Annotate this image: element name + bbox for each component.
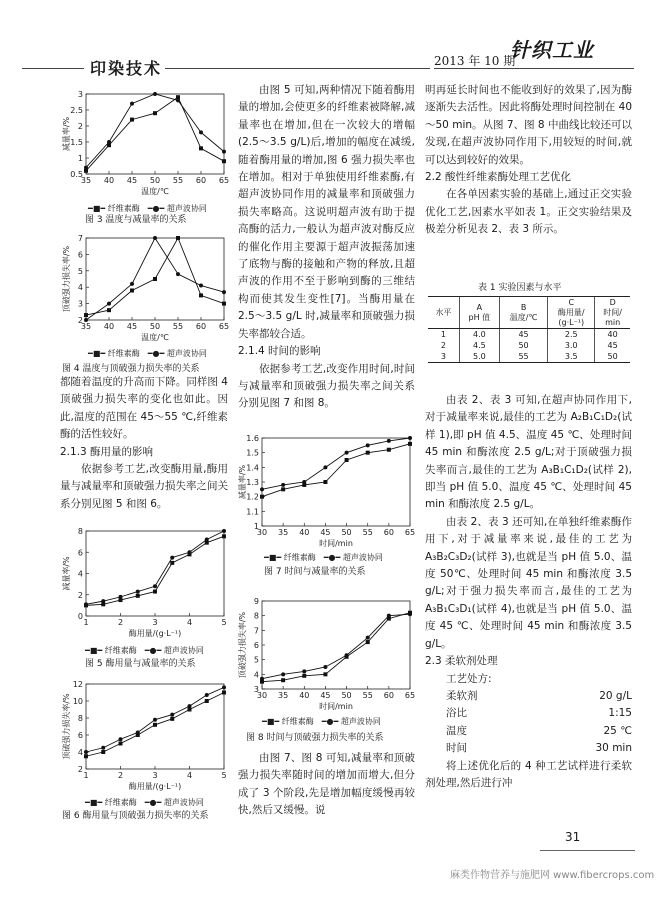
col3-text-bottom bbox=[425, 392, 632, 792]
x-tick-label: 60 bbox=[195, 176, 207, 185]
data-point bbox=[170, 713, 174, 717]
data-point bbox=[176, 272, 180, 276]
y-tick-label: 5 bbox=[77, 266, 83, 276]
x-tick-label: 45 bbox=[320, 691, 331, 700]
x-tick-label: 4 bbox=[186, 771, 193, 780]
figure-3-caption: 图 3 温度与减量率的关系 bbox=[85, 215, 187, 225]
figure-5 bbox=[60, 525, 230, 640]
y-tick-label: 2 bbox=[77, 765, 83, 774]
y-tick-label: 6 bbox=[77, 731, 83, 740]
page-number-rule bbox=[540, 850, 635, 851]
table-row bbox=[428, 329, 630, 341]
data-point bbox=[222, 290, 226, 294]
figure-7-legend: ━■━ 纤维素酶 ━●━ 超声波协同 bbox=[264, 553, 383, 562]
data-point bbox=[408, 612, 412, 616]
x-tick-label: 3 bbox=[152, 618, 158, 627]
x-tick-label: 60 bbox=[383, 528, 394, 537]
x-tick-label: 35 bbox=[278, 691, 289, 700]
y-tick-label: 8 bbox=[77, 527, 83, 536]
data-point bbox=[130, 282, 134, 286]
y-tick-label: 2 bbox=[77, 590, 83, 600]
x-tick-label: 45 bbox=[320, 528, 331, 537]
data-point bbox=[323, 665, 327, 669]
x-axis-label: 温度/℃ bbox=[141, 187, 169, 196]
header-section: 印染技术 bbox=[90, 59, 163, 78]
recipe-item-value: 1:15 bbox=[608, 707, 632, 720]
header-rule-left bbox=[22, 68, 84, 69]
recipe-item bbox=[425, 723, 632, 740]
x-tick-label: 60 bbox=[383, 691, 394, 700]
y-tick-label: 6 bbox=[77, 548, 83, 558]
data-point bbox=[130, 288, 134, 292]
data-point bbox=[222, 685, 226, 689]
y-tick-label: 4 bbox=[253, 670, 259, 680]
y-tick-label: 10 bbox=[72, 697, 83, 706]
data-point bbox=[119, 742, 123, 746]
x-tick-label: 40 bbox=[299, 691, 310, 700]
data-point bbox=[84, 166, 88, 170]
table-cell: 45 bbox=[499, 329, 547, 341]
data-point bbox=[107, 140, 111, 144]
data-point bbox=[119, 737, 123, 741]
data-point bbox=[101, 750, 105, 754]
y-axis-label: 顶破强力损失率/% bbox=[238, 611, 247, 679]
data-point bbox=[130, 102, 134, 106]
figure-7-caption: 图 7 时间与减量率的关系 bbox=[264, 567, 366, 577]
data-point bbox=[302, 674, 306, 678]
data-point bbox=[107, 308, 111, 312]
col2-para-1: 由图 5 可知,两种情况下随着酶用量的增加,会使更多的纤维素被降解,减量率也在增加,但在一次较大的增幅(2.5～3.5 g/L)后,增加的幅度在减缓,随着酶用量的增加,图 6 强力损失率也在增加。相对于单独使用纤维素酶,有超声波协同作用的减量率和顶破强力损失率略高。这说明超声波有助于提高酶的活力,一般认为超声波对酶反应的催化作用主要源于超声波振荡加速了底物与酶的接触和产物的释放,且超声波的作用不至于影响到酶的三维结构而使其发生变性[7]。当酶用量在 2.5～3.5 g/L 时,减量率和顶破强力损失率都较合适。 bbox=[238, 84, 415, 340]
x-tick-label: 40 bbox=[299, 528, 310, 537]
data-point bbox=[260, 677, 264, 681]
figure-3-legend: ━■━ 纤维素酶 ━●━ 超声波协同 bbox=[88, 204, 207, 213]
data-point bbox=[188, 704, 192, 708]
data-point bbox=[323, 465, 327, 469]
data-point bbox=[199, 284, 203, 288]
header-rule-mid bbox=[165, 68, 430, 69]
x-tick-label: 3 bbox=[152, 771, 158, 780]
x-tick-label: 50 bbox=[341, 528, 352, 537]
recipe-item bbox=[425, 740, 632, 757]
page-number: 31 bbox=[565, 830, 581, 844]
x-tick-label: 5 bbox=[221, 618, 227, 627]
data-point bbox=[366, 636, 370, 640]
data-point bbox=[153, 584, 157, 588]
data-point bbox=[136, 594, 140, 598]
y-tick-label: 1 bbox=[77, 154, 83, 163]
figure-3 bbox=[60, 88, 230, 198]
data-point bbox=[153, 111, 157, 115]
table-cell: 40 bbox=[595, 329, 630, 341]
x-tick-label: 35 bbox=[278, 528, 289, 537]
x-tick-label: 55 bbox=[172, 176, 184, 185]
x-tick-label: 55 bbox=[362, 691, 373, 700]
table-cell: 4.5 bbox=[459, 340, 499, 351]
data-point bbox=[153, 236, 157, 240]
data-point bbox=[176, 98, 180, 102]
data-point bbox=[345, 451, 349, 455]
data-point bbox=[366, 640, 370, 644]
recipe-item-value: 30 min bbox=[595, 742, 632, 755]
figure-5-caption: 图 5 酶用量与减量率的关系 bbox=[85, 659, 196, 669]
y-axis-label: 顶破强力损失率/% bbox=[62, 693, 71, 760]
data-point bbox=[345, 653, 349, 657]
data-point bbox=[101, 746, 105, 750]
data-point bbox=[260, 487, 264, 491]
data-point bbox=[222, 691, 226, 695]
y-tick-label: 6 bbox=[77, 250, 83, 260]
y-tick-label: 1.5 bbox=[70, 138, 83, 147]
x-tick-label: 4 bbox=[186, 618, 193, 627]
x-tick-label: 35 bbox=[80, 176, 92, 185]
data-point bbox=[199, 130, 203, 134]
data-point bbox=[281, 678, 285, 682]
recipe-item bbox=[425, 688, 632, 705]
recipe-item-label: 浴比 bbox=[446, 707, 467, 720]
data-point bbox=[188, 550, 192, 554]
x-tick-label: 35 bbox=[80, 322, 92, 331]
data-point bbox=[387, 448, 391, 452]
data-point bbox=[84, 602, 88, 606]
y-axis-label: 减量率/% bbox=[238, 464, 247, 500]
col3-text-top bbox=[425, 82, 632, 239]
data-point bbox=[107, 302, 111, 306]
figure-4 bbox=[60, 232, 230, 344]
y-tick-label: 4 bbox=[77, 569, 83, 579]
table-cell: 2.5 bbox=[548, 329, 595, 341]
recipe-item-label: 柔软剂 bbox=[446, 689, 478, 702]
table-cell: 50 bbox=[499, 340, 547, 351]
x-tick-label: 2 bbox=[117, 618, 124, 627]
data-point bbox=[222, 302, 226, 306]
series-line-2 bbox=[262, 438, 410, 489]
y-tick-label: 6 bbox=[253, 641, 259, 650]
col3-para-2: 在各单因素实验的基础上,通过正交实验优化工艺,因素水平如表 1。正交实验结果及极差分析见表 2、表 3 所示。 bbox=[425, 188, 632, 236]
x-tick-label: 65 bbox=[404, 691, 416, 700]
y-tick-label: 1 bbox=[253, 522, 259, 531]
data-point bbox=[136, 730, 140, 734]
data-point bbox=[170, 717, 174, 721]
y-tick-label: 2 bbox=[77, 122, 83, 131]
data-point bbox=[302, 480, 306, 484]
recipe-item-label: 温度 bbox=[446, 724, 467, 737]
figure-4-legend: ━■━ 纤维素酶 ━●━ 超声波协同 bbox=[88, 349, 207, 358]
series-line-1 bbox=[86, 238, 224, 315]
col3-para-1: 明再延长时间也不能收到好的效果了,因为酶逐渐失去活性。因此将酶处理时间控制在 40～50 min。从图 7、图 8 中曲线比较还可以发现,在超声波协同作用下,用较短的时间,就可以达到较好的效果。 bbox=[425, 84, 632, 166]
table-cell: 45 bbox=[595, 340, 630, 351]
x-tick-label: 50 bbox=[149, 322, 161, 331]
table-cell: 55 bbox=[499, 351, 547, 363]
y-tick-label: 1.4 bbox=[246, 463, 259, 473]
y-tick-label: 3 bbox=[253, 685, 259, 694]
data-point bbox=[222, 534, 226, 538]
x-tick-label: 55 bbox=[172, 322, 184, 331]
x-tick-label: 5 bbox=[221, 771, 227, 780]
data-point bbox=[153, 718, 157, 722]
table-cell: 5.0 bbox=[459, 351, 499, 363]
x-tick-label: 40 bbox=[103, 322, 115, 331]
x-axis-label: 时间/min bbox=[319, 702, 353, 711]
data-point bbox=[260, 495, 264, 499]
y-tick-label: 7 bbox=[77, 234, 83, 243]
journal-logo: 针织工业 bbox=[510, 38, 594, 62]
y-tick-label: 1.1 bbox=[246, 507, 259, 517]
data-point bbox=[408, 436, 412, 440]
data-point bbox=[153, 277, 157, 281]
col1-text bbox=[60, 374, 228, 513]
x-tick-label: 65 bbox=[404, 528, 416, 537]
table-1-title: 表 1 实验因素与水平 bbox=[478, 283, 562, 293]
y-tick-label: 12 bbox=[72, 680, 83, 689]
data-point bbox=[84, 318, 88, 322]
series-line-2 bbox=[262, 614, 410, 679]
col1-para-2: 依据参考工艺,改变酶用量,酶用量与减量率和顶破强力损失率之间关系分别见图 5 和图 6。 bbox=[60, 463, 228, 510]
y-tick-label: 4 bbox=[77, 283, 83, 293]
x-tick-label: 30 bbox=[256, 691, 268, 700]
y-tick-label: 2 bbox=[77, 316, 83, 325]
col1-para-1: 都随着温度的升高而下降。同样图 4 顶破强力损失率的变化也如此。因此,温度的范围在 45～55 ℃,纤维素酶的活性较好。 bbox=[60, 376, 228, 441]
table-1-header-0: 水平 bbox=[428, 297, 459, 329]
data-point bbox=[366, 451, 370, 455]
table-1-header-4: D 时间/ min bbox=[595, 297, 630, 329]
figure-8-legend: ━■━ 纤维素酶 ━●━ 超声波协同 bbox=[262, 717, 381, 726]
data-point bbox=[84, 313, 88, 317]
x-tick-label: 2 bbox=[117, 771, 124, 780]
header-issue: 2013 年 10 期 bbox=[434, 54, 516, 68]
data-point bbox=[222, 529, 226, 533]
figure-7 bbox=[236, 432, 416, 550]
y-tick-label: 0.5 bbox=[70, 170, 83, 179]
y-tick-label: 1.2 bbox=[246, 492, 259, 502]
y-tick-label: 7 bbox=[253, 626, 259, 636]
table-1-header-3: C 酶用量/ (g·L⁻¹) bbox=[548, 297, 595, 329]
data-point bbox=[130, 118, 134, 122]
col2-para-3: 由图 7、图 8 可知,减量率和顶破强力损失率随时间的增加而增大,但分成了 3 个阶段,先是增加幅度缓慢再较快,然后又缓慢。说 bbox=[238, 752, 415, 817]
data-point bbox=[205, 699, 209, 703]
figure-8 bbox=[236, 595, 416, 713]
x-axis-label: 温度/℃ bbox=[141, 333, 169, 342]
recipe-item-value: 25 ℃ bbox=[603, 724, 632, 737]
y-tick-label: 1.3 bbox=[246, 478, 259, 487]
data-point bbox=[170, 556, 174, 560]
data-point bbox=[84, 750, 88, 754]
data-point bbox=[153, 590, 157, 594]
y-tick-label: 4 bbox=[77, 748, 83, 757]
figure-5-legend: ━■━ 纤维素酶 ━●━ 超声波协同 bbox=[85, 646, 204, 655]
header-rule-right bbox=[434, 68, 634, 69]
col2-heading-2-1-4: 2.1.4 时间的影响 bbox=[238, 345, 321, 358]
x-tick-label: 65 bbox=[218, 322, 230, 331]
data-point bbox=[366, 443, 370, 447]
x-tick-label: 65 bbox=[218, 176, 230, 185]
data-point bbox=[199, 293, 203, 297]
x-axis-label: 酶用量/(g·L⁻¹) bbox=[128, 782, 182, 791]
col2-text-bottom bbox=[238, 750, 415, 820]
data-point bbox=[281, 487, 285, 491]
x-tick-label: 40 bbox=[103, 176, 115, 185]
figure-8-caption: 图 8 时间与顶破强力损失率的关系 bbox=[246, 733, 384, 743]
x-axis-label: 时间/min bbox=[319, 539, 353, 548]
data-point bbox=[119, 595, 123, 599]
col3-para-3: 由表 2、表 3 可知,在超声协同作用下,对于减量率来说,最佳的工艺为 A₂B₁C₁D₂(试样 1),即 pH 值 4.5、温度 45 ℃、处理时间 45 min 和酶浓度 2.5 g/L;对于顶破强力损失率而言,最佳的工艺为 A₃B₁C₁D₂(试样 2),即当 pH 值 5.0、温度 45 ℃、处理时间 45 min 和酶浓度 2.5 g/L。 bbox=[425, 394, 632, 511]
x-tick-label: 50 bbox=[341, 691, 352, 700]
data-point bbox=[408, 442, 412, 446]
recipe-item bbox=[425, 705, 632, 722]
series-line-1 bbox=[262, 613, 410, 682]
y-tick-label: 5 bbox=[253, 655, 259, 665]
data-point bbox=[387, 614, 391, 618]
recipe-list bbox=[425, 688, 632, 758]
y-axis-label: 减量率/% bbox=[62, 556, 71, 591]
table-cell: 50 bbox=[595, 351, 630, 363]
series-line-1 bbox=[86, 536, 224, 605]
y-axis-label: 减量率/% bbox=[62, 116, 71, 152]
col3-heading-2-2: 2.2 酸性纤维素酶处理工艺优化 bbox=[425, 171, 572, 184]
data-point bbox=[153, 723, 157, 727]
data-point bbox=[84, 754, 88, 758]
table-cell: 1 bbox=[440, 330, 446, 339]
table-cell: 3.0 bbox=[548, 340, 595, 351]
data-point bbox=[176, 236, 180, 240]
figure-6-caption: 图 6 酶用量与顶破强力损失率的关系 bbox=[62, 811, 209, 821]
y-tick-label: 1.5 bbox=[246, 448, 259, 458]
col3-heading-2-3: 2.3 柔软剂处理 bbox=[425, 655, 498, 668]
data-point bbox=[136, 590, 140, 594]
figure-4-caption: 图 4 温度与顶破强力损失率的关系 bbox=[62, 364, 200, 374]
data-point bbox=[205, 693, 209, 697]
data-point bbox=[199, 146, 203, 150]
x-tick-label: 45 bbox=[126, 322, 138, 331]
x-tick-label: 45 bbox=[126, 176, 138, 185]
data-point bbox=[281, 483, 285, 487]
data-point bbox=[323, 672, 327, 676]
recipe-title: 工艺处方: bbox=[446, 672, 492, 685]
series-line-2 bbox=[86, 94, 224, 168]
figure-6-legend: ━■━ 纤维素酶 ━●━ 超声波协同 bbox=[85, 798, 204, 807]
y-tick-label: 9 bbox=[253, 597, 259, 606]
table-row bbox=[428, 340, 630, 351]
watermark: 麻类作物营养与施肥网 www.fibercrops.com bbox=[450, 870, 655, 881]
data-point bbox=[281, 672, 285, 676]
x-tick-label: 55 bbox=[362, 528, 373, 537]
col1-heading-2-1-3: 2.1.3 酶用量的影响 bbox=[60, 445, 154, 458]
data-point bbox=[170, 561, 174, 565]
y-tick-label: 1.6 bbox=[246, 434, 259, 443]
data-point bbox=[222, 150, 226, 154]
col3-para-5: 将上述优化后的 4 种工艺试样进行柔软剂处理,然后进行冲 bbox=[425, 759, 632, 789]
table-cell: 3.5 bbox=[548, 351, 595, 363]
data-point bbox=[387, 439, 391, 443]
data-point bbox=[101, 599, 105, 603]
y-tick-label: 8 bbox=[77, 714, 83, 723]
table-row bbox=[428, 351, 630, 363]
table-1 bbox=[428, 296, 630, 363]
x-tick-label: 50 bbox=[149, 176, 161, 185]
table-cell: 4.0 bbox=[459, 329, 499, 341]
recipe-item-label: 时间 bbox=[446, 742, 467, 755]
col2-para-2: 依据参考工艺,改变作用时间,时间与减量率和顶破强力损失率之间关系分别见图 7 和图 8。 bbox=[238, 362, 415, 410]
col3-para-4: 由表 2、表 3 还可知,在单独纤维素酶作用下,对于减量率来说,最佳的工艺为 A₃B₂C₃D₂(试样 3),也就是当 pH 值 5.0、温度 50℃、处理时间 45 min 和酶浓度 3.5 g/L;对于强力损失率而言,最佳的工艺为 A₃B₁C₃D₁(试样 4),也就是当 pH 值 5.0、温度 45 ℃、处理时间 45 min 和酶浓度 3.5 g/L。 bbox=[425, 515, 632, 650]
col2-text-top bbox=[238, 82, 415, 413]
data-point bbox=[302, 669, 306, 673]
data-point bbox=[323, 480, 327, 484]
data-point bbox=[345, 458, 349, 462]
table-1-header-2: B 温度/℃ bbox=[499, 297, 547, 329]
data-point bbox=[222, 159, 226, 163]
data-point bbox=[153, 92, 157, 96]
x-tick-label: 1 bbox=[83, 771, 89, 780]
x-tick-label: 30 bbox=[256, 528, 268, 537]
recipe-item-value: 20 g/L bbox=[599, 689, 632, 702]
y-axis-label: 顶破强力损失率/% bbox=[62, 245, 71, 313]
table-1-header-1: A pH 值 bbox=[459, 297, 499, 329]
y-tick-label: 3 bbox=[77, 299, 83, 309]
x-axis-label: 酶用量/(g·L⁻¹) bbox=[128, 629, 182, 638]
figure-6 bbox=[60, 678, 230, 793]
y-tick-label: 2.5 bbox=[70, 106, 83, 115]
x-tick-label: 60 bbox=[195, 322, 207, 331]
y-tick-label: 8 bbox=[253, 611, 259, 621]
table-cell: 3 bbox=[428, 351, 459, 363]
y-tick-label: 0 bbox=[77, 612, 83, 621]
data-point bbox=[205, 538, 209, 542]
x-tick-label: 1 bbox=[83, 618, 89, 627]
table-cell: 2 bbox=[440, 341, 446, 350]
y-tick-label: 3 bbox=[77, 90, 83, 99]
